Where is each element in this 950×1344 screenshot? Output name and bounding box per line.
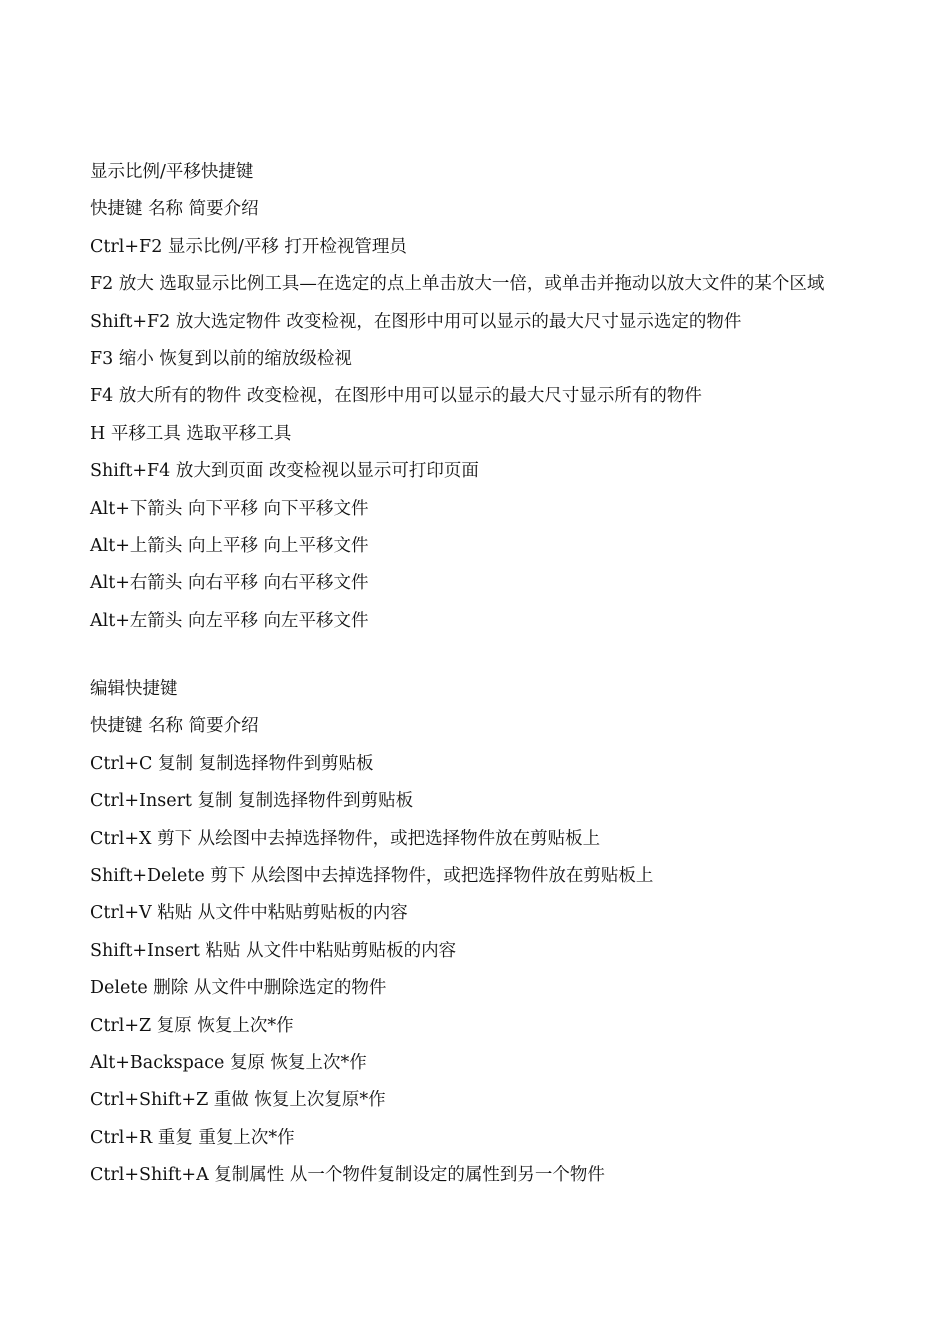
shortcut-row: Ctrl+Insert 复制 复制选择物件到剪贴板: [90, 791, 414, 812]
shortcut-row: Shift+Insert 粘贴 从文件中粘贴剪贴板的内容: [90, 940, 457, 961]
table-header: 快捷键 名称 简要介绍: [90, 716, 259, 737]
shortcut-row: Shift+Delete 剪下 从绘图中去掉选择物件，或把选择物件放在剪贴板上: [90, 866, 654, 887]
zoom-pan-shortcuts-section: [90, 154, 930, 640]
shortcut-row: Alt+右箭头 向右平移 向右平移文件: [90, 573, 369, 594]
shortcut-row: Alt+Backspace 复原 恢复上次*作: [90, 1052, 367, 1073]
shortcut-row: Ctrl+Z 复原 恢复上次*作: [90, 1015, 294, 1036]
shortcut-row: Alt+左箭头 向左平移 向左平移文件: [90, 610, 369, 631]
shortcut-row: Delete 删除 从文件中删除选定的物件: [90, 978, 387, 999]
section-title: 显示比例/平移快捷键: [90, 162, 254, 182]
shortcut-row: F3 缩小 恢复到以前的缩放级检视: [90, 348, 352, 369]
shortcut-row: Shift+F4 放大到页面 改变检视以显示可打印页面: [90, 461, 479, 482]
document-content: [90, 154, 930, 1195]
shortcut-row: Ctrl+V 粘贴 从文件中粘贴剪贴板的内容: [90, 903, 408, 924]
shortcut-row: H 平移工具 选取平移工具: [90, 423, 292, 444]
shortcut-row: Ctrl+R 重复 重复上次*作: [90, 1127, 295, 1148]
shortcut-row: Ctrl+X 剪下 从绘图中去掉选择物件，或把选择物件放在剪贴板上: [90, 828, 601, 849]
shortcut-row: Alt+下箭头 向下平移 向下平移文件: [90, 498, 369, 519]
shortcut-row: Shift+F2 放大选定物件 改变检视，在图形中用可以显示的最大尺寸显示选定的物件: [90, 311, 742, 332]
shortcut-row: Ctrl+C 复制 复制选择物件到剪贴板: [90, 753, 374, 774]
shortcut-row: Ctrl+Shift+Z 重做 恢复上次复原*作: [90, 1090, 386, 1111]
section-title: 编辑快捷键: [90, 679, 178, 700]
shortcut-row: F4 放大所有的物件 改变检视，在图形中用可以显示的最大尺寸显示所有的物件: [90, 386, 702, 407]
shortcut-row: Ctrl+Shift+A 复制属性 从一个物件复制设定的属性到另一个物件: [90, 1165, 605, 1186]
table-header: 快捷键 名称 简要介绍: [90, 199, 259, 220]
shortcut-row: Ctrl+F2 显示比例/平移 打开检视管理员: [90, 236, 407, 257]
shortcut-row: Alt+上箭头 向上平移 向上平移文件: [90, 535, 369, 556]
shortcut-row: F2 放大 选取显示比例工具—在选定的点上单击放大一倍，或单击并拖动以放大文件的某个区域: [90, 274, 825, 295]
edit-shortcuts-section: [90, 671, 930, 1194]
